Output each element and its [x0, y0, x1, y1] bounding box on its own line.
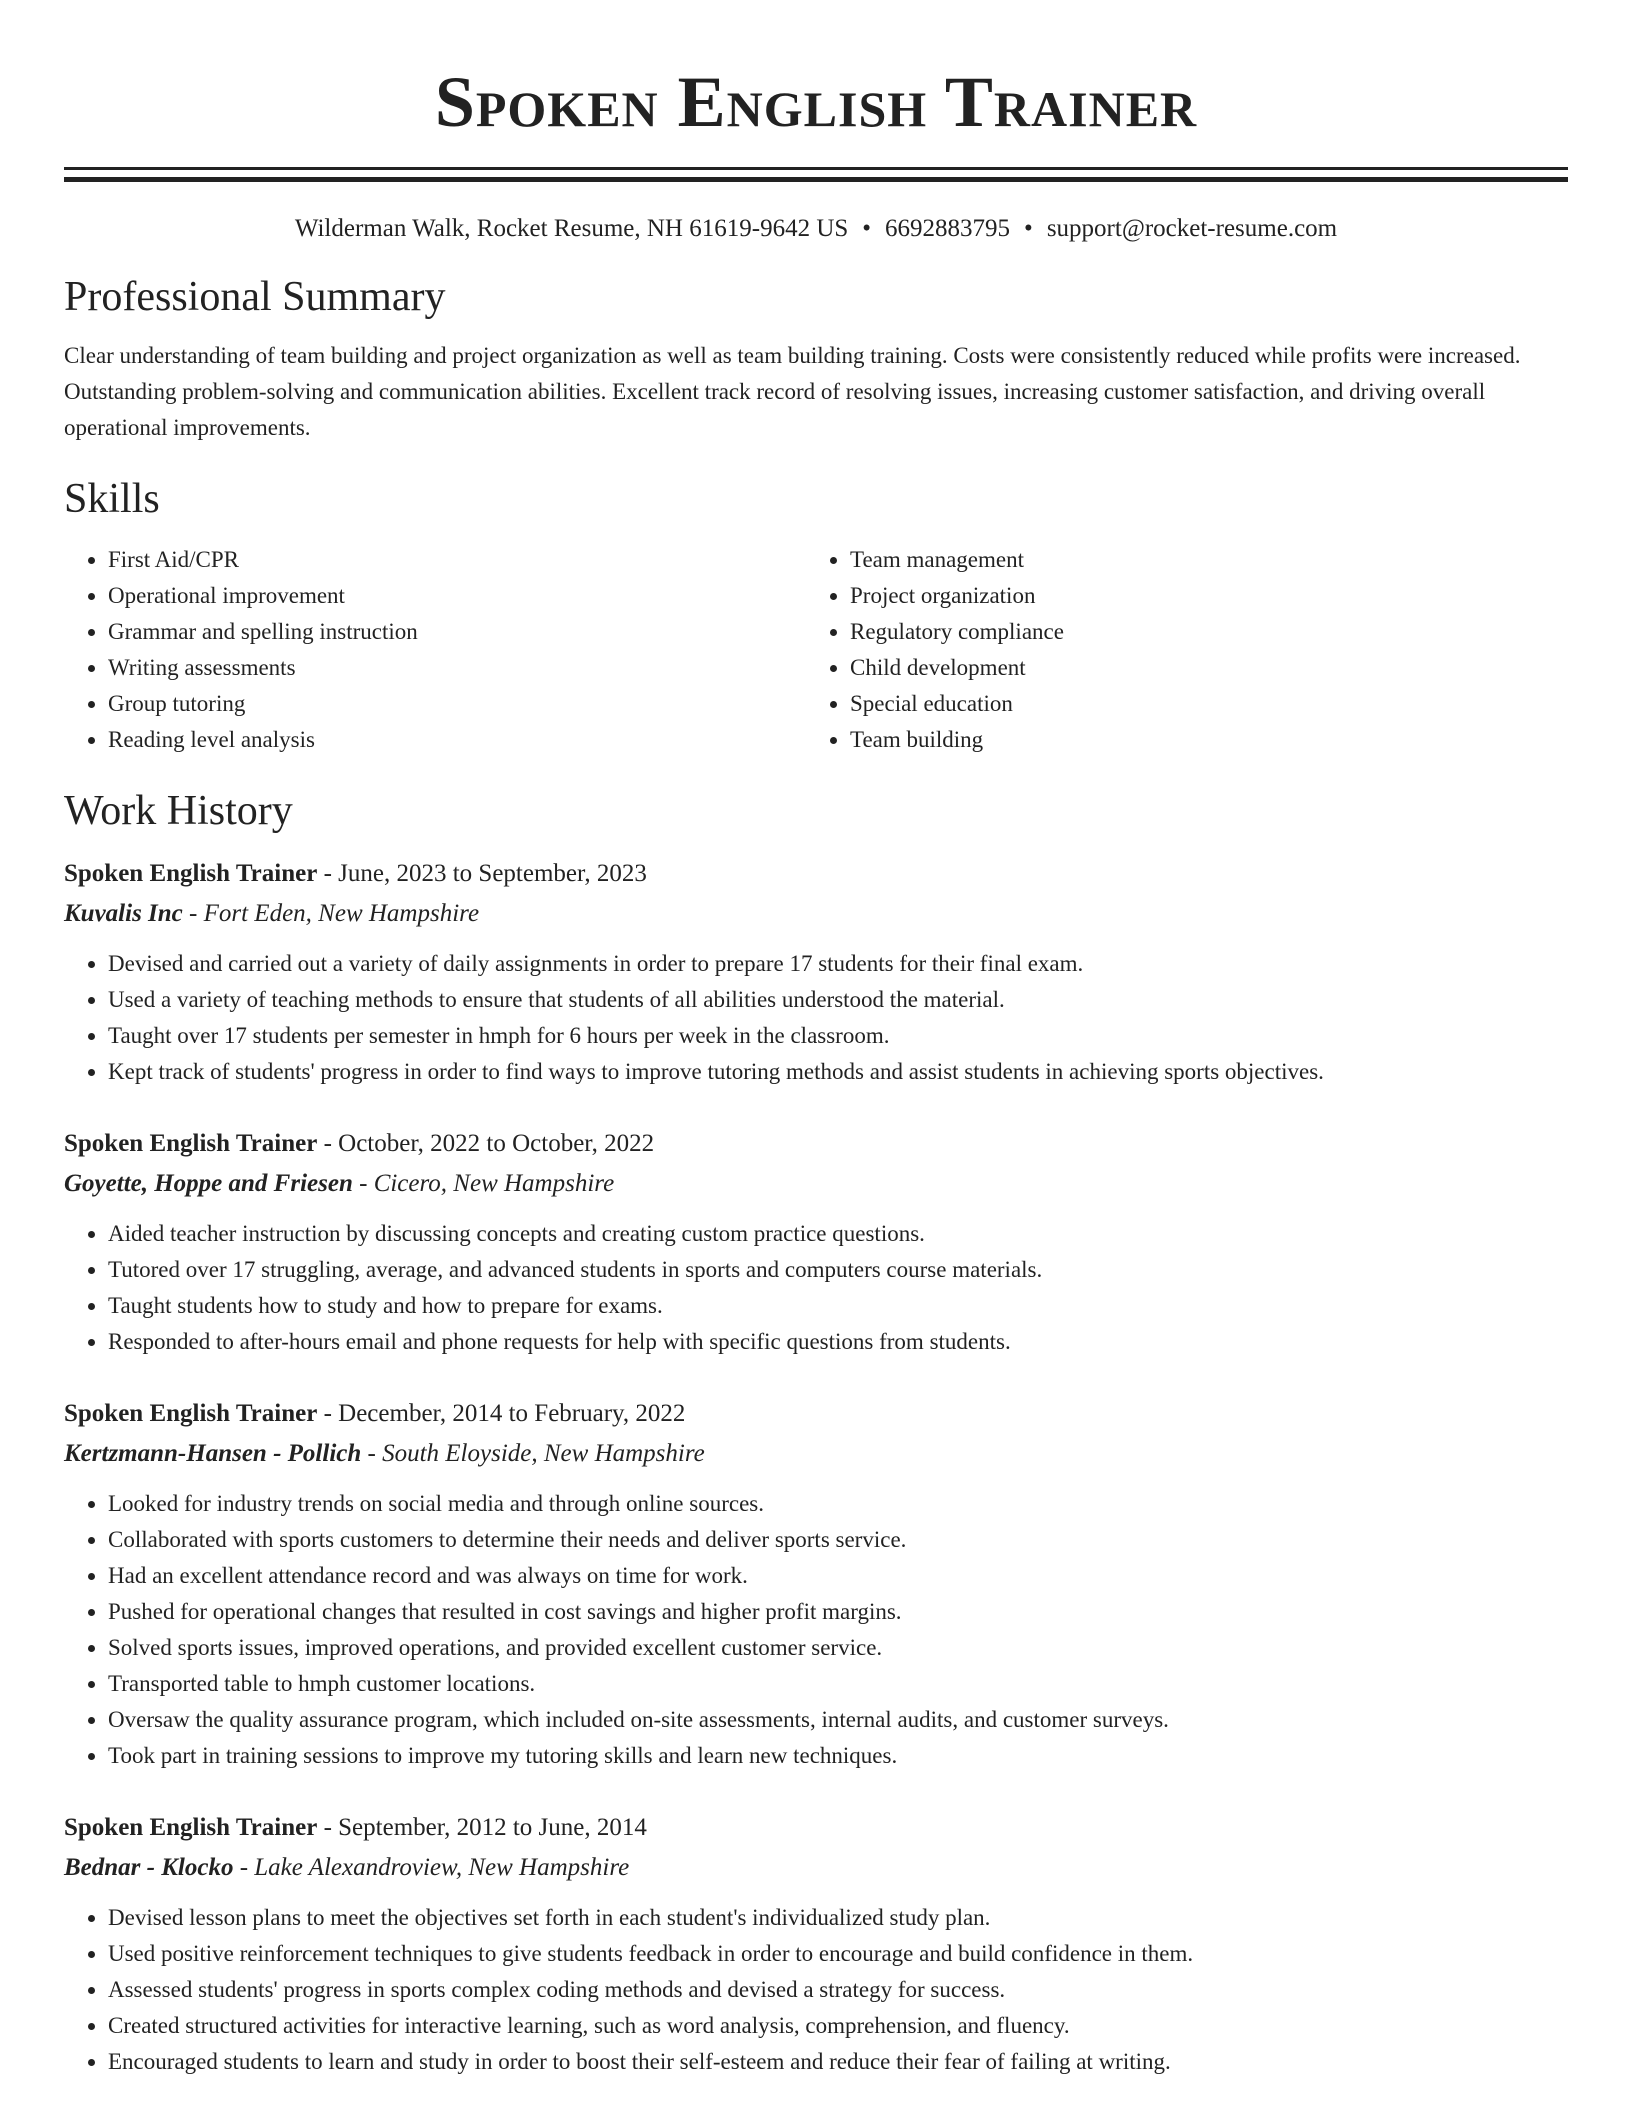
job-entry: [64, 1394, 1568, 1774]
job-dash: -: [233, 1854, 255, 1881]
summary-heading: Professional Summary: [64, 274, 446, 320]
job-dash: -: [352, 1170, 374, 1197]
skill-item: • First Aid/CPR: [108, 542, 806, 578]
candidate-name: Spoken English Trainer: [434, 62, 1198, 142]
job-dash: -: [317, 1814, 339, 1841]
job-dash: -: [182, 900, 204, 927]
job-company: Kertzmann-Hansen - Pollich: [64, 1440, 362, 1467]
summary-text: Clear understanding of team building and project organization as well as team building training. Costs were consistently reduced while profits were increased. Outstanding problem-solving and communication abilities. Excellent track record of resolving issues, increasing customer satisfaction, and driving overall operational improvements.: [64, 343, 1521, 440]
job-entry: [64, 854, 1568, 1090]
skill-item: • Grammar and spelling instruction: [108, 614, 806, 650]
job-location: Cicero, New Hampshire: [373, 1170, 615, 1197]
job-dash: -: [317, 860, 339, 887]
job-role: Spoken English Trainer: [64, 860, 318, 887]
job-bullets: [64, 1216, 1568, 1360]
contact-phone: 6692883795: [885, 215, 1011, 242]
contact-separator: •: [1024, 215, 1033, 242]
job-dash: -: [317, 1130, 339, 1157]
job-company: Goyette, Hoppe and Friesen: [64, 1170, 353, 1197]
job-title-line: [64, 1808, 1568, 1848]
job-bullet: • Pushed for operational changes that resulted in cost savings and higher profit margins.: [108, 1594, 1568, 1630]
job-bullet: • Devised and carried out a variety of daily assignments in order to prepare 17 students for their final exam.: [108, 946, 1568, 982]
job-title-line: [64, 854, 1568, 894]
job-bullet: • Taught over 17 students per semester in hmph for 6 hours per week in the classroom.: [108, 1018, 1568, 1054]
job-bullet: • Assessed students' progress in sports complex coding methods and devised a strategy for success.: [108, 1972, 1568, 2008]
job-dates: October, 2022 to October, 2022: [338, 1130, 655, 1157]
job-employer-line: [64, 1434, 1568, 1474]
job-location: South Eloyside, New Hampshire: [382, 1440, 705, 1467]
job-employer-line: [64, 894, 1568, 934]
job-company: Kuvalis Inc: [64, 900, 183, 927]
job-dates: December, 2014 to February, 2022: [338, 1400, 686, 1427]
job-title-line: [64, 1124, 1568, 1164]
skill-item: • Project organization: [850, 578, 1548, 614]
skill-item: • Reading level analysis: [108, 722, 806, 758]
skills-columns: [64, 542, 1568, 758]
skill-item: • Team management: [850, 542, 1548, 578]
job-dash: -: [317, 1400, 339, 1427]
job-bullet: • Devised lesson plans to meet the objectives set forth in each student's individualized study plan.: [108, 1900, 1568, 1936]
job-bullet: • Oversaw the quality assurance program, which included on-site assessments, internal audits, and customer surveys.: [108, 1702, 1568, 1738]
job-bullets: [64, 1900, 1568, 2080]
skill-item: • Special education: [850, 686, 1548, 722]
job-entry: [64, 1808, 1568, 2080]
job-bullet: • Created structured activities for interactive learning, such as word analysis, comprehension, and fluency.: [108, 2008, 1568, 2044]
job-bullet: • Had an excellent attendance record and was always on time for work.: [108, 1558, 1568, 1594]
job-location: Lake Alexandroview, New Hampshire: [254, 1854, 630, 1881]
skills-list-left: [64, 542, 806, 758]
contact-address: Wilderman Walk, Rocket Resume, NH 61619-9642 US: [294, 215, 849, 242]
job-dates: September, 2012 to June, 2014: [338, 1814, 647, 1841]
job-bullet: • Took part in training sessions to improve my tutoring skills and learn new techniques.: [108, 1738, 1568, 1774]
job-bullet: • Used positive reinforcement techniques to give students feedback in order to encourage and build confidence in them.: [108, 1936, 1568, 1972]
job-bullet: • Responded to after-hours email and phone requests for help with specific questions from students.: [108, 1324, 1568, 1360]
skill-item: • Writing assessments: [108, 650, 806, 686]
job-title-line: [64, 1394, 1568, 1434]
job-employer-line: [64, 1164, 1568, 1204]
job-bullet: • Aided teacher instruction by discussing concepts and creating custom practice questions.: [108, 1216, 1568, 1252]
skill-item: • Team building: [850, 722, 1548, 758]
job-bullet: • Used a variety of teaching methods to ensure that students of all abilities understood the material.: [108, 982, 1568, 1018]
job-bullet: • Kept track of students' progress in order to find ways to improve tutoring methods and assist students in achieving sports objectives.: [108, 1054, 1568, 1090]
contact-email: support@rocket-resume.com: [1046, 215, 1338, 242]
job-role: Spoken English Trainer: [64, 1814, 318, 1841]
skill-item: • Group tutoring: [108, 686, 806, 722]
job-bullets: [64, 946, 1568, 1090]
job-bullet: • Encouraged students to learn and study in order to boost their self-esteem and reduce their fear of failing at writing.: [108, 2044, 1568, 2080]
job-bullet: • Looked for industry trends on social media and through online sources.: [108, 1486, 1568, 1522]
job-dates: June, 2023 to September, 2023: [338, 860, 647, 887]
job-employer-line: [64, 1848, 1568, 1888]
job-bullet: • Taught students how to study and how to prepare for exams.: [108, 1288, 1568, 1324]
job-company: Bednar - Klocko: [64, 1854, 234, 1881]
job-bullet: • Collaborated with sports customers to determine their needs and deliver sports service.: [108, 1522, 1568, 1558]
contact-separator: •: [862, 215, 872, 242]
job-role: Spoken English Trainer: [64, 1400, 318, 1427]
work-history-heading: Work History: [64, 788, 293, 834]
job-bullet: • Transported table to hmph customer locations.: [108, 1666, 1568, 1702]
skill-item: • Child development: [850, 650, 1548, 686]
skills-heading: Skills: [64, 476, 160, 522]
job-bullets: [64, 1486, 1568, 1774]
skill-item: • Regulatory compliance: [850, 614, 1548, 650]
job-bullet: • Solved sports issues, improved operations, and provided excellent customer service.: [108, 1630, 1568, 1666]
skills-list-right: [806, 542, 1548, 758]
contact-line: [64, 212, 1568, 246]
header-rule-bottom: [64, 177, 1568, 182]
header-rule-top: [64, 167, 1568, 170]
job-role: Spoken English Trainer: [64, 1130, 318, 1157]
skill-item: • Operational improvement: [108, 578, 806, 614]
job-bullet: • Tutored over 17 struggling, average, and advanced students in sports and computers course materials.: [108, 1252, 1568, 1288]
job-location: Fort Eden, New Hampshire: [203, 900, 480, 927]
job-entry: [64, 1124, 1568, 1360]
job-dash: -: [361, 1440, 383, 1467]
